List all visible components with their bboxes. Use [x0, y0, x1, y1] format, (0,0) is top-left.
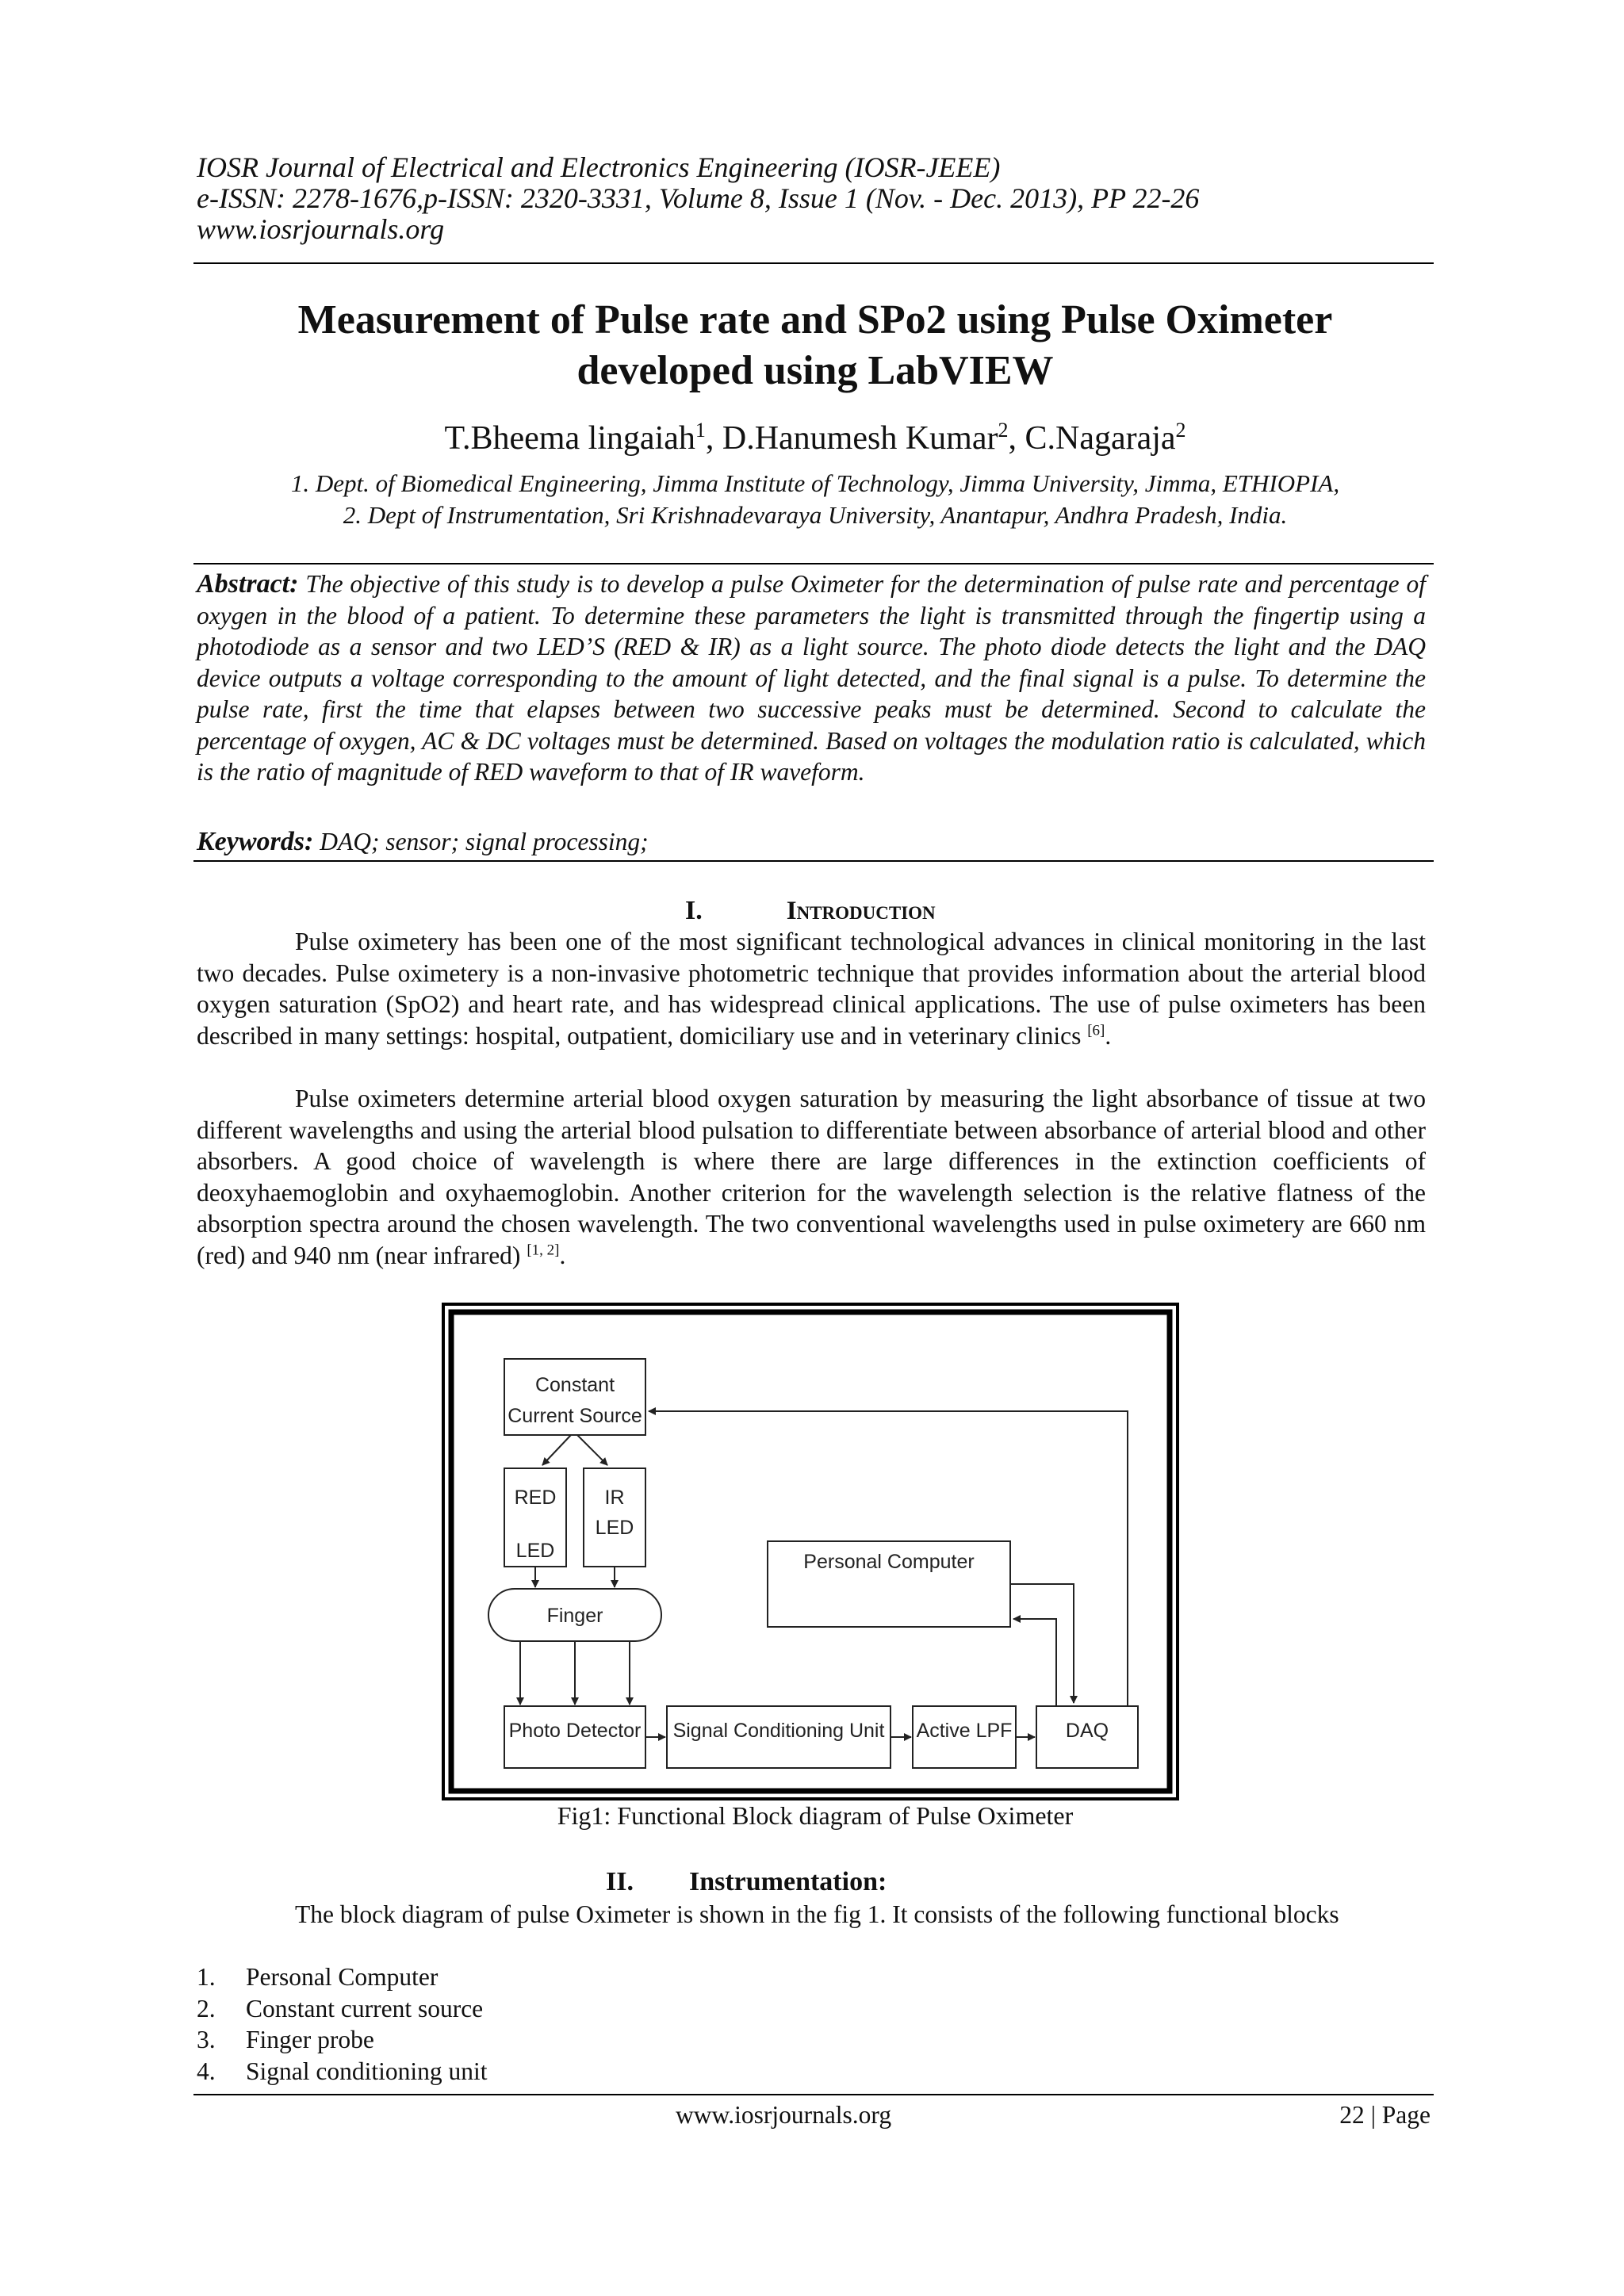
- author-separator: ,: [1008, 420, 1025, 457]
- section-2-number: II.: [606, 1867, 634, 1896]
- title-line-2: developed using LabVIEW: [576, 348, 1054, 393]
- list-item-text: Personal Computer: [246, 1963, 439, 1991]
- author-affil-mark: 2: [998, 419, 1009, 442]
- figure-caption: Fig1: Functional Block diagram of Pulse Oximeter: [557, 1801, 1074, 1830]
- sentence-end: .: [559, 1241, 566, 1269]
- red-led-label-line1: RED: [514, 1487, 557, 1509]
- functional-blocks-list: [197, 1961, 1307, 2087]
- affiliation-1: 1. Dept. of Biomedical Engineering, Jimma Institute of Technology, Jimma University, Jimma, ETHIOPIA,: [290, 469, 1340, 497]
- finger-label: Finger: [546, 1605, 603, 1627]
- citation-ref: [1, 2]: [527, 1242, 560, 1258]
- intro-paragraph-1: [197, 926, 1426, 1051]
- list-item-number: 1.: [197, 1963, 216, 1991]
- list-item-text: Signal conditioning unit: [246, 2057, 488, 2085]
- journal-website: www.iosrjournals.org: [197, 213, 445, 245]
- author-affil-mark: 2: [1175, 419, 1186, 442]
- author-affil-mark: 1: [695, 419, 706, 442]
- citation-ref: [6]: [1087, 1022, 1105, 1039]
- author-name: C.Nagaraja: [1025, 420, 1176, 457]
- section-1-number: I.: [685, 896, 703, 925]
- title-line-1: Measurement of Pulse rate and SPo2 using Pulse Oximeter: [297, 297, 1333, 342]
- section-2-heading: [606, 1866, 887, 1898]
- arrow-pc-to-daq: [1010, 1584, 1074, 1703]
- affiliations: [197, 468, 1434, 531]
- instrumentation-intro: The block diagram of pulse Oximeter is shown in the fig 1. It consists of the following functional blocks: [295, 1900, 1339, 1928]
- journal-name: IOSR Journal of Electrical and Electronics Engineering (IOSR-JEEE): [197, 151, 1001, 183]
- list-item: [197, 2056, 1307, 2087]
- section-1-heading: [685, 895, 936, 927]
- section-1-title: Introduction: [786, 897, 936, 925]
- active-lpf-label: Active LPF: [916, 1720, 1013, 1742]
- list-item-number: 4.: [197, 2057, 216, 2085]
- author-name: D.Hanumesh Kumar: [722, 420, 998, 457]
- abstract-text: The objective of this study is to develop a pulse Oximeter for the determination of pulse rate and percentage of oxygen in the blood of a patient. To determine these parameters the light is transmitted through the fingertip using a photodiode as a sensor and two LED’S (RED & IR) as a light source. The photo diode detects the light and the DAQ device outputs a voltage corresponding to the amount of light detected, and the final signal is a pulse. To determine the pulse rate, first the time that elapses between two successive peaks must be determined. Second to calculate the percentage of oxygen, AC & DC voltages must be determined. Based on voltages the modulation ratio is calculated, which is the ratio of magnitude of RED waveform to that of IR waveform.: [197, 570, 1427, 786]
- arrow-daq-to-pc: [1013, 1619, 1056, 1706]
- journal-issn: e-ISSN: 2278-1676,p-ISSN: 2320-3331, Volume 8, Issue 1 (Nov. - Dec. 2013), PP 22-26: [197, 182, 1200, 214]
- author-name: T.Bheema lingaiah: [444, 420, 695, 457]
- keywords: [197, 826, 1426, 858]
- daq-label: DAQ: [1065, 1720, 1109, 1742]
- header-rule: [193, 262, 1434, 264]
- abstract-label: Abstract:: [197, 569, 299, 599]
- paper-title: [197, 295, 1434, 396]
- journal-header: [197, 152, 1434, 245]
- intro-paragraph-1-text: Pulse oximetery has been one of the most significant technological advances in clinical monitoring in the last two decades. Pulse oximetery is a non-invasive photometric technique that provides information about the arterial blood oxygen saturation (SpO2) and heart rate, and has widespread clinical applications. The use of pulse oximeters has been described in many settings: hospital, outpatient, domiciliary use and in veterinary clinics: [197, 928, 1426, 1050]
- affiliation-2: 2. Dept of Instrumentation, Sri Krishnadevaraya University, Anantapur, Andhra Pradesh, India.: [343, 501, 1288, 529]
- footer-page-number: 22 | Page: [1339, 2101, 1431, 2129]
- keywords-label: Keywords:: [197, 827, 314, 856]
- abstract-top-rule: [193, 563, 1434, 564]
- list-item: [197, 1961, 1307, 1993]
- section-2-title: Instrumentation:: [688, 1867, 887, 1896]
- ccs-label-line2: Current Source: [508, 1405, 642, 1427]
- list-item-number: 2.: [197, 1994, 216, 2022]
- keywords-text: DAQ; sensor; signal processing;: [320, 828, 649, 855]
- ir-led-label-line1: IR: [604, 1487, 625, 1509]
- list-item-number: 3.: [197, 2026, 216, 2053]
- sentence-end: .: [1105, 1021, 1112, 1050]
- author-list: [197, 419, 1434, 458]
- abstract-bottom-rule: [193, 860, 1434, 862]
- red-led-label-line2: LED: [515, 1540, 555, 1562]
- footer-rule: [193, 2094, 1434, 2095]
- arrow-ccs-to-red: [542, 1435, 571, 1465]
- footer-website: www.iosrjournals.org: [676, 2101, 892, 2129]
- personal-computer-label: Personal Computer: [803, 1551, 975, 1573]
- list-item-text: Finger probe: [246, 2026, 374, 2053]
- photo-detector-label: Photo Detector: [508, 1720, 642, 1742]
- block-diagram-figure: [441, 1302, 1182, 1803]
- signal-conditioning-label: Signal Conditioning Unit: [672, 1720, 885, 1742]
- list-item-text: Constant current source: [246, 1994, 484, 2022]
- intro-paragraph-2-text: Pulse oximeters determine arterial blood oxygen saturation by measuring the light absorbance of tissue at two different wavelengths and using the arterial blood pulsation to differentiate between absorbance of arterial blood and other absorbers. A good choice of wavelength is where there are large differences in the extinction coefficients of deoxyhaemoglobin and oxyhaemoglobin. Another criterion for the wavelength selection is the relative flatness of the absorption spectra around the chosen wavelength. The two conventional wavelengths used in pulse oximetery are 660 nm (red) and 940 nm (near infrared): [197, 1085, 1426, 1269]
- ccs-label-line1: Constant: [534, 1374, 615, 1396]
- author-separator: ,: [705, 420, 722, 457]
- intro-paragraph-2: [197, 1083, 1426, 1271]
- ir-led-label-line2: LED: [595, 1517, 634, 1539]
- list-item: [197, 1993, 1307, 2025]
- list-item: [197, 2024, 1307, 2056]
- arrow-ccs-to-ir: [577, 1435, 607, 1465]
- abstract: [197, 568, 1426, 788]
